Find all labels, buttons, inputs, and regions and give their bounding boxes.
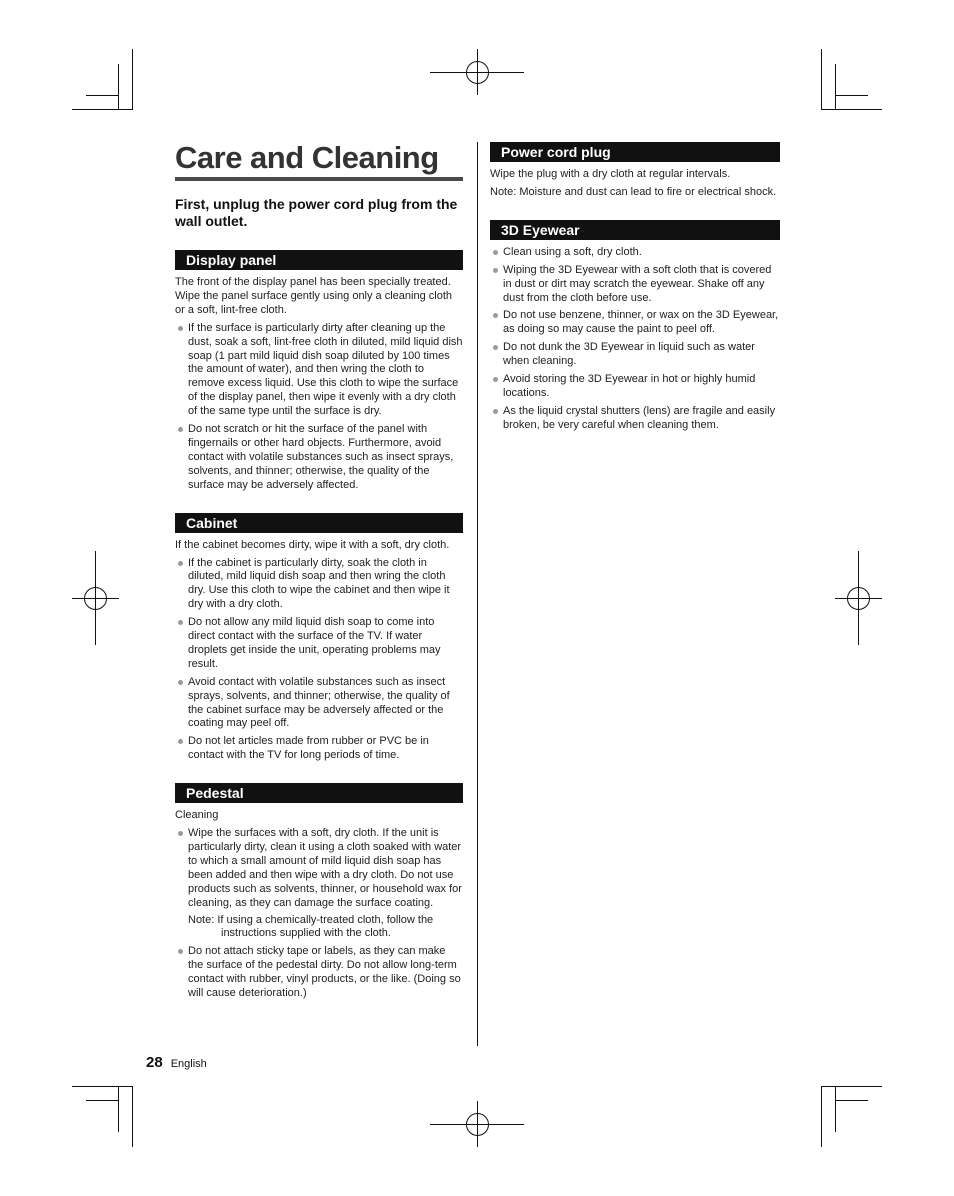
- list-item-text: Avoid storing the 3D Eyewear in hot or highly humid locations.: [503, 373, 756, 399]
- bullet-icon: [493, 409, 498, 414]
- list-item: [175, 827, 463, 941]
- section-paragraph: If the cabinet becomes dirty, wipe it with a soft, dry cloth.: [175, 538, 450, 551]
- bullet-icon: [178, 949, 183, 954]
- bullet-icon: [493, 250, 498, 255]
- list-item-text: If the cabinet is particularly dirty, soak the cloth in diluted, mild liquid dish soap and then wring the cloth dry. Use this cloth to wipe the cabinet and then wipe it dry with a dry cloth.: [188, 556, 450, 611]
- title-rule: [175, 177, 463, 181]
- list-item: [490, 373, 780, 401]
- section-heading: Power cord plug: [490, 142, 780, 162]
- section-3d-eyewear: [490, 220, 780, 433]
- section-cabinet: [175, 513, 463, 764]
- bullet-icon: [178, 680, 183, 685]
- list-item: [175, 676, 463, 732]
- bullet-list: [175, 557, 463, 764]
- list-item: [175, 423, 463, 493]
- list-item-text: Do not allow any mild liquid dish soap to come into direct contact with the surface of the TV. If water droplets get inside the unit, operating problems may result.: [188, 616, 441, 670]
- list-item-text: Avoid contact with volatile substances such as insect sprays, solvents, and thinner; otherwise, the quality of the cabinet surface may be adversely affected or the coating may peel off.: [188, 675, 450, 730]
- section-power-cord-plug: [490, 142, 780, 200]
- list-item: [175, 735, 463, 763]
- list-item: [490, 309, 780, 337]
- section-heading: 3D Eyewear: [490, 220, 780, 240]
- list-item: [490, 341, 780, 369]
- section-heading: Display panel: [175, 250, 463, 270]
- list-item: [490, 264, 780, 306]
- list-item-text: Wipe the surfaces with a soft, dry cloth. If the unit is particularly dirty, clean it using a cloth soaked with water to which a small amount of mild liquid dish soap has been added and then wipe with a dry cloth. Do not use products such as solvents, thinner, or household wax for cleaning, as they can damage the surface coating.: [188, 827, 462, 909]
- intro-instruction: First, unplug the power cord plug from the wall outlet.: [175, 196, 458, 229]
- bullet-list: [175, 827, 463, 1001]
- list-item-text: Do not scratch or hit the surface of the panel with fingernails or other hard objects. Furthermore, avoid contact with volatile substances such as insect sprays, solvents, and thinner; otherwise, the quality of the surface may be adversely affected.: [188, 423, 454, 491]
- section-paragraph: Wipe the plug with a dry cloth at regular intervals.: [490, 168, 731, 180]
- bullet-icon: [178, 831, 183, 836]
- list-item-text: Do not use benzene, thinner, or wax on the 3D Eyewear, as doing so may cause the paint to peel off.: [503, 309, 779, 336]
- list-item: [175, 322, 463, 419]
- list-item: [175, 557, 463, 613]
- bullet-icon: [178, 326, 183, 331]
- page-title: Care and Cleaning: [175, 140, 439, 175]
- list-item: [175, 945, 463, 1001]
- bullet-icon: [178, 427, 183, 432]
- left-column: [175, 196, 463, 1021]
- bullet-icon: [493, 377, 498, 382]
- bullet-icon: [178, 620, 183, 625]
- section-heading: Pedestal: [175, 783, 463, 803]
- note-text: Note: Moisture and dust can lead to fire or electrical shock.: [490, 185, 777, 198]
- column-divider: [477, 142, 478, 1046]
- bullet-icon: [178, 561, 183, 566]
- section-heading: Cabinet: [175, 513, 463, 533]
- section-paragraph: Cleaning: [175, 809, 219, 822]
- bullet-icon: [493, 268, 498, 273]
- list-item: [490, 246, 780, 260]
- list-item-text: As the liquid crystal shutters (lens) are fragile and easily broken, be very careful when cleaning them.: [503, 404, 776, 431]
- list-item: [490, 405, 780, 433]
- section-display-panel: [175, 250, 463, 493]
- bullet-icon: [493, 345, 498, 350]
- section-pedestal: [175, 783, 463, 1001]
- page-language: English: [170, 1058, 207, 1070]
- page-number: 28: [146, 1054, 163, 1071]
- bullet-icon: [493, 313, 498, 318]
- bullet-list: [175, 322, 463, 493]
- bullet-icon: [178, 739, 183, 744]
- bullet-list: [490, 246, 780, 433]
- right-column: [490, 142, 780, 453]
- note-text: Note: If using a chemically-treated cloth, follow the instructions supplied with the cloth.: [188, 913, 434, 940]
- list-item-text: Wiping the 3D Eyewear with a soft cloth that is covered in dust or dirt may scratch the eyewear. Shake off any dust from the cloth before use.: [503, 263, 772, 304]
- list-item-text: Clean using a soft, dry cloth.: [503, 245, 642, 258]
- list-item-text: Do not let articles made from rubber or PVC be in contact with the TV for long periods of time.: [188, 735, 429, 762]
- page-footer: [146, 1054, 207, 1071]
- list-item-text: If the surface is particularly dirty after cleaning up the dust, soak a soft, lint-free cloth in diluted, mild liquid dish soap (1 part mild liquid dish soap diluted by 100 times the amount of water), and then wring the cloth to remove excess liquid. Use this cloth to wipe the surface of the display panel, then wipe it evenly with a dry cloth of the same type until the surface is dry.: [188, 321, 463, 418]
- list-item-text: Do not attach sticky tape or labels, as they can make the surface of the pedestal dirty. Do not allow long-term contact with rubber, vinyl products, or the like. (Doing so will cause deterioration.): [188, 945, 461, 1000]
- list-item: [175, 616, 463, 672]
- section-paragraph: The front of the display panel has been specially treated. Wipe the panel surface gently using only a cleaning cloth or a soft, lint-free cloth.: [175, 276, 453, 316]
- list-item-text: Do not dunk the 3D Eyewear in liquid such as water when cleaning.: [503, 341, 755, 368]
